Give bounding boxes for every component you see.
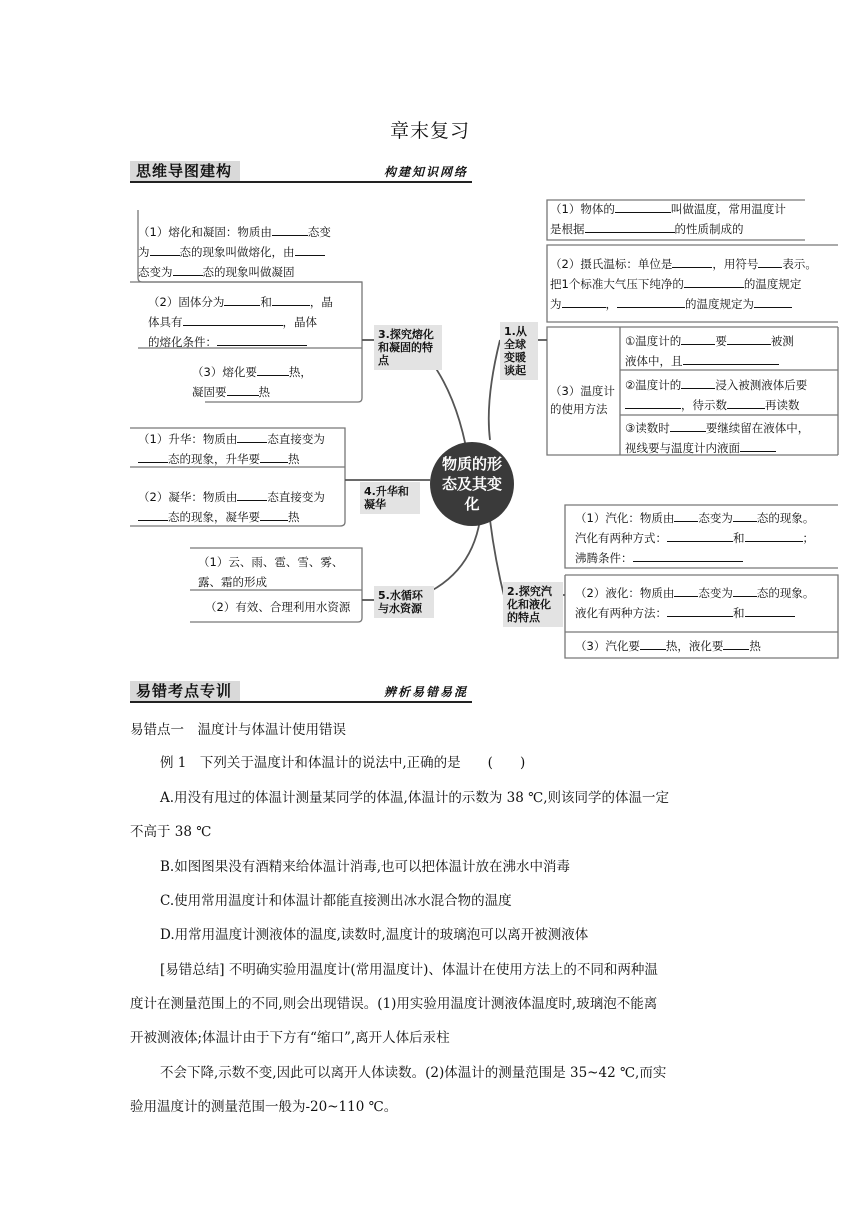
box-water-resources: （2）有效、合理利用水资源 — [205, 600, 351, 614]
node-2-vaporization: 2.探究汽化和液化的特点 — [503, 582, 563, 627]
box-melting-solidifying: （1）熔化和凝固：物质由 态变 为 态的现象叫做熔化，由 态变为 态的现象叫做凝固 — [138, 225, 331, 279]
center-node: 物质的形态及其变化 — [430, 442, 514, 526]
box-temperature-def: （1）物体的 叫做温度，常用温度计 是根据 的性质制成的 — [550, 202, 786, 236]
node-4-sublimation: 4.升华和凝华 — [360, 482, 420, 514]
section-banner-mistakes — [130, 681, 472, 703]
box-weather-formation: （1）云、雨、雹、雪、雾、 露、霜的形成 — [198, 555, 344, 589]
box-thermometer-use-label: （3）温度计的使用方法 — [550, 384, 615, 416]
option-c: C.使用常用温度计和体温计都能直接测出冰水混合物的温度 — [160, 893, 512, 909]
box-vaporization: （1）汽化：物质由 态变为 态的现象。 汽化有两种方式： 和 ； 沸腾条件： — [575, 511, 815, 565]
node-1-global-warming: 1.从全球变暖谈起 — [500, 322, 538, 380]
box-heat-melting: （3）熔化要 热， 凝固要 热 — [192, 365, 312, 399]
box-thermometer-use-3: ③读数时 要继续留在液体中， 视线要与温度计内液面 — [625, 421, 810, 455]
summary-line3: 开被测液体;体温计由于下方有“缩口”,离开人体后汞柱 — [130, 1030, 450, 1046]
node-3-melting: 3.探究熔化和凝固的特点 — [374, 325, 442, 370]
summary-line1: [易错总结] 不明确实验用温度计(常用温度计)、体温计在使用方法上的不同和两种温 — [160, 962, 658, 978]
box-thermometer-use-2: ②温度计的 浸入被测液体后要 ，待示数 再读数 — [625, 378, 808, 412]
mistake-point-heading: 易错点一 温度计与体温计使用错误 — [130, 722, 346, 738]
page-title: 章末复习 — [389, 120, 470, 142]
banner-label: 易错考点专训 — [130, 681, 240, 701]
box-sublimation: （1）升华：物质由 态直接变为 态的现象，升华要 热 — [138, 432, 325, 466]
example-question: 例 1 下列关于温度计和体温计的说法中,正确的是 ( ) — [160, 755, 526, 771]
banner-right-text: 构建知识网络 — [383, 165, 468, 179]
option-d: D.用常用温度计测液体的温度,读数时,温度计的玻璃泡可以离开被测液体 — [160, 927, 589, 943]
banner-right-text: 辨析易错易混 — [383, 685, 468, 699]
box-liquefaction: （2）液化：物质由 态变为 态的现象。 液化有两种方法： 和 — [575, 586, 815, 620]
summary-line4: 不会下降,示数不变,因此可以离开人体读数。(2)体温计的测量范围是 35~42 ℃,而实 — [160, 1065, 667, 1081]
box-thermometer-use-1: ①温度计的 要 被测 液体中，且 — [625, 334, 794, 368]
node-5-water-cycle: 5.水循环与水资源 — [374, 586, 434, 618]
box-solid-types: （2）固体分为 和 ，晶 体具有 ，晶体 的熔化条件： — [148, 295, 333, 349]
box-heat-vaporization: （3）汽化要 热，液化要 热 — [575, 639, 761, 653]
option-a-line1: A.用没有甩过的体温计测量某同学的体温,体温计的示数为 38 ℃,则该同学的体温一定 — [160, 790, 669, 806]
summary-line2: 度计在测量范围上的不同,则会出现错误。(1)用实验用温度计测液体温度时,玻璃泡不能离 — [130, 996, 658, 1012]
banner-label: 思维导图建构 — [130, 161, 240, 181]
summary-line5: 验用温度计的测量范围一般为-20~110 ℃。 — [130, 1099, 398, 1115]
option-a-line2: 不高于 38 ℃ — [130, 824, 212, 840]
box-desublimation: （2）凝华：物质由 态直接变为 态的现象，凝华要 热 — [138, 490, 325, 524]
box-celsius-scale: （2）摄氏温标：单位是 ，用符号 表示。 把1个标准大气压下纯净的 的温度规定 为 ， 的温度规定为 — [550, 257, 817, 311]
option-b: B.如图图果没有酒精来给体温计消毒,也可以把体温计放在沸水中消毒 — [160, 859, 571, 875]
